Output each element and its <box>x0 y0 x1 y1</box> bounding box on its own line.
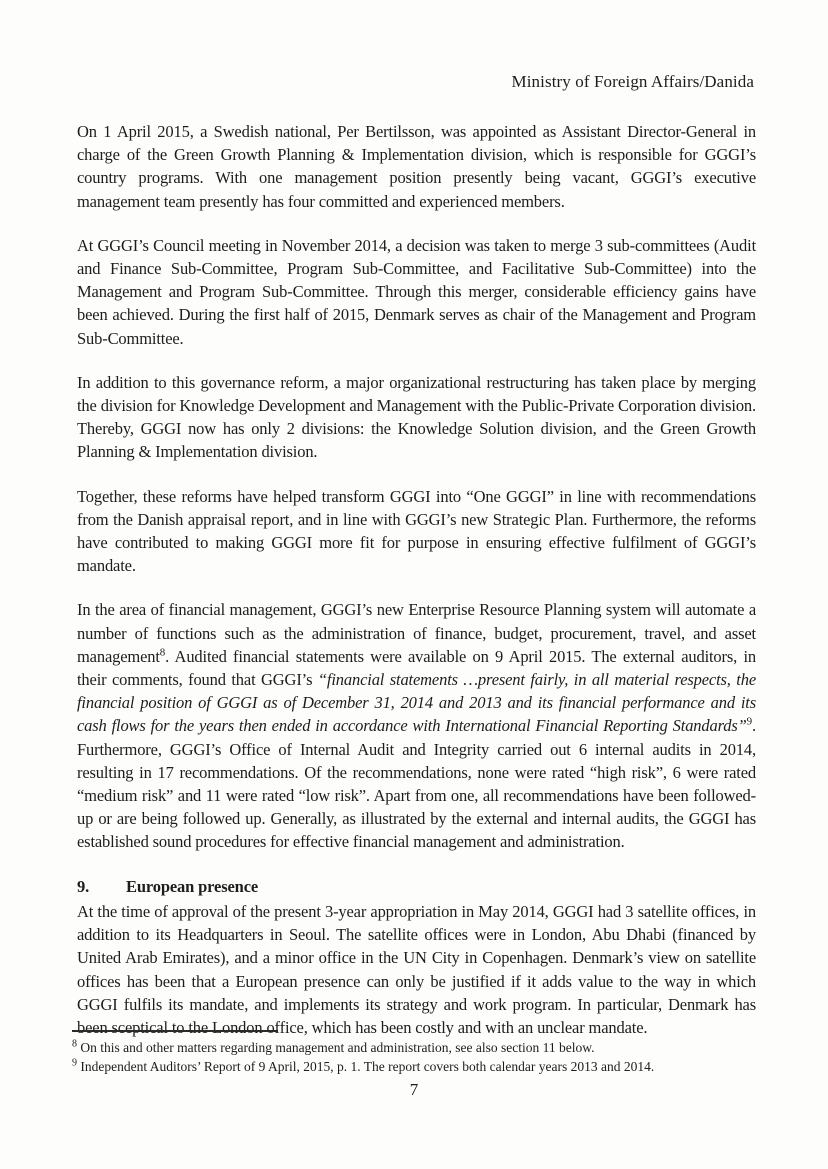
paragraph-financial-management <box>77 598 756 853</box>
footnote-area <box>72 1030 756 1099</box>
paragraph-restructuring <box>77 371 756 464</box>
footnote-9 <box>72 1057 756 1076</box>
paragraph-council-merger <box>77 234 756 350</box>
paragraph-european-presence <box>77 900 756 1039</box>
section-title: European presence <box>126 876 259 896</box>
footnote-separator-rule <box>72 1030 278 1032</box>
footnote-9-marker: 9 <box>72 1057 77 1069</box>
paragraph-text: In addition to this governance reform, a major organizational restructuring has taken place by merging the division for Knowledge Development and Management with the Public-Private Corporation division. Thereby, GGGI now has only 2 divisions: the Knowledge Solution division, and the Green Growth Planning & Implementation division. <box>77 372 756 462</box>
paragraph-text: . Audited financial statements were available on 9 April 2015. The external auditors, in their comments, found that GGGI’s <box>77 646 756 690</box>
paragraph-appointment <box>77 120 756 213</box>
paragraph-one-gggi <box>77 485 756 578</box>
footnote-8-marker: 8 <box>72 1038 77 1050</box>
page-header-title: Ministry of Foreign Affairs/Danida <box>511 72 754 91</box>
paragraph-text: . Furthermore, GGGI’s Office of Internal Audit and Integrity carried out 6 internal audits in 2014, resulting in 17 recommendations. Of the recommendations, none were rated “high risk”, 6 were rated “medium risk” and 11 were rated “low risk”. Apart from one, all recommendations have been followed-up or are being followed up. Generally, as illustrated by the external and internal audits, the GGGI has established sound procedures for effective financial management and administration. <box>77 716 756 852</box>
page-number: 7 <box>409 1080 419 1099</box>
footnote-ref-9: 9 <box>746 715 753 728</box>
footnote-8 <box>72 1038 756 1057</box>
paragraph-text: In the area of financial management, GGGI’s new Enterprise Resource Planning system will automate a number of functions such as the administration of finance, budget, procurement, travel, and asset management <box>77 600 756 666</box>
paragraph-text: Together, these reforms have helped transform GGGI into “One GGGI” in line with recommendations from the Danish appraisal report, and in line with GGGI’s new Strategic Plan. Furthermore, the reforms have contributed to making GGGI more fit for purpose in ensuring effective fulfilment of GGGI’s mandate. <box>77 486 756 576</box>
auditor-quote-italic: “financial statements …present fairly, in all material respects, the financial position of GGGI as of December 31, 2014 and 2013 and its financial performance and its cash flows for the years then ended in accordance with International Financial Reporting Standards” <box>77 670 756 736</box>
section-heading-european-presence <box>77 875 756 898</box>
paragraph-text: At GGGI’s Council meeting in November 2014, a decision was taken to merge 3 sub-committees (Audit and Finance Sub-Committee, Program Sub-Committee, and Facilitative Sub-Committee) into the Management and Program Sub-Committee. Through this merger, considerable efficiency gains have been achieved. During the first half of 2015, Denmark serves as chair of the Management and Program Sub-Committee. <box>77 235 756 348</box>
document-body <box>77 120 756 1039</box>
section-number: 9. <box>77 876 90 896</box>
paragraph-text: On 1 April 2015, a Swedish national, Per Bertilsson, was appointed as Assistant Director-General in charge of the Green Growth Planning & Implementation division, which is responsible for GGGI’s country programs. With one management position presently being vacant, GGGI’s executive management team presently has four committed and experienced members. <box>77 122 756 211</box>
footnote-ref-8: 8 <box>159 646 166 659</box>
footnote-8-text: On this and other matters regarding management and administration, see also section 11 below. <box>80 1040 595 1055</box>
paragraph-text: At the time of approval of the present 3-year appropriation in May 2014, GGGI had 3 satellite offices, in addition to its Headquarters in Seoul. The satellite offices were in London, Abu Dhabi (financed by United Arab Emirates), and a minor office in the UN City in Copenhagen. Denmark’s view on satellite offices has been that a European presence can only be justified if it adds value to the way in which GGGI fulfils its mandate, and implements its strategy and work program. In particular, Denmark has been sceptical to the London office, which has been costly and with an unclear mandate. <box>77 901 756 1037</box>
footnote-9-text: Independent Auditors’ Report of 9 April, 2015, p. 1. The report covers both calendar years 2013 and 2014. <box>80 1059 655 1074</box>
